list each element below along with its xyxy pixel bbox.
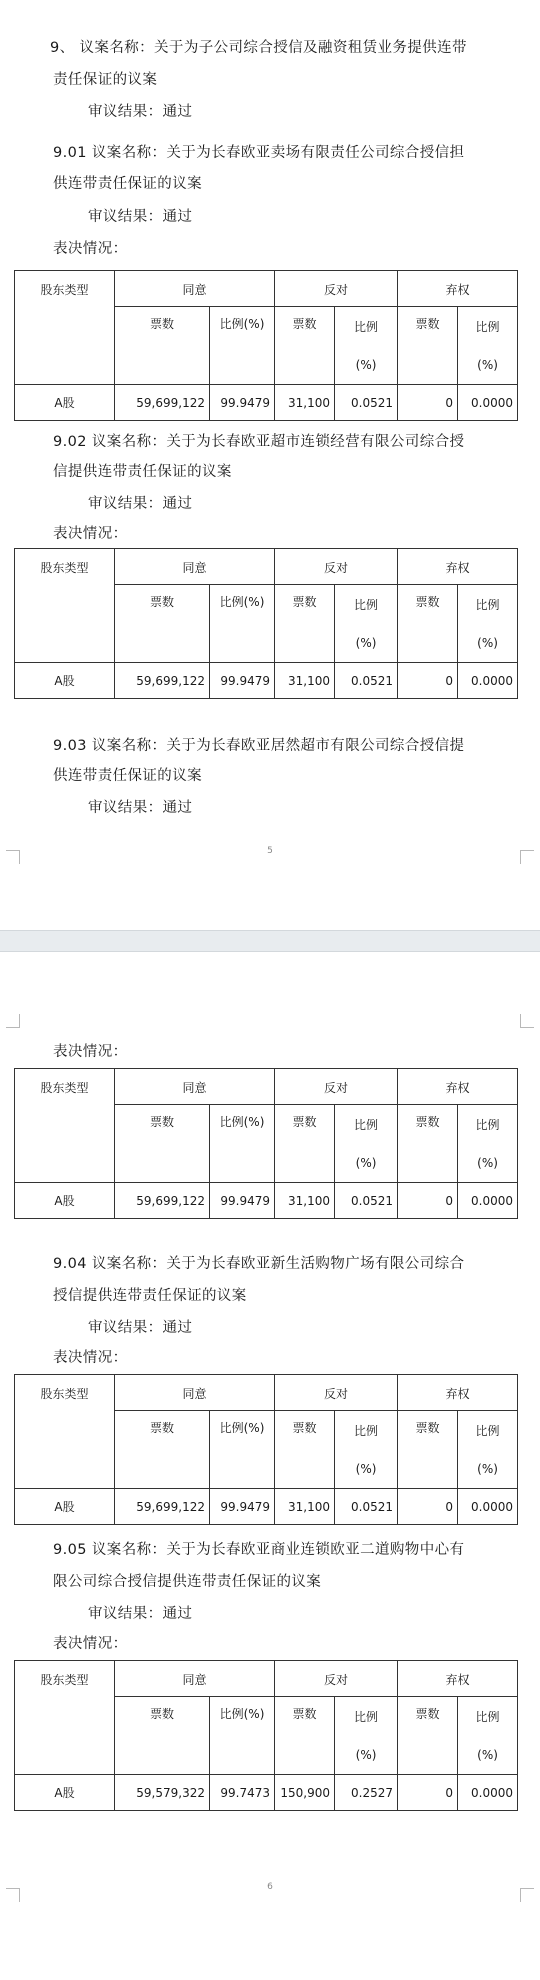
header-abstain-ratio: 比例 (%) bbox=[458, 1411, 518, 1489]
vote-table-903 bbox=[14, 1068, 518, 1219]
cell-agree-votes: 59,699,122 bbox=[115, 1489, 210, 1525]
cell-type: A股 bbox=[15, 1183, 115, 1219]
header-oppose-votes: 票数 bbox=[275, 307, 335, 385]
header-shareholder-type: 股东类型 bbox=[15, 1375, 115, 1489]
cell-abstain-votes: 0 bbox=[398, 1775, 458, 1811]
cell-type: A股 bbox=[15, 1489, 115, 1525]
header-oppose-votes: 票数 bbox=[275, 585, 335, 663]
item-903-title-line1: 9.03 议案名称：关于为长春欧亚居然超市有限公司综合授信提 bbox=[53, 738, 465, 754]
header-abstain: 弃权 bbox=[398, 549, 518, 585]
header-agree-ratio: 比例(%) bbox=[210, 585, 275, 663]
cell-type: A股 bbox=[15, 385, 115, 421]
header-agree-votes: 票数 bbox=[115, 585, 210, 663]
document-page-5 bbox=[0, 0, 540, 930]
cell-abstain-votes: 0 bbox=[398, 663, 458, 699]
header-agree: 同意 bbox=[115, 1661, 275, 1697]
header-abstain: 弃权 bbox=[398, 1375, 518, 1411]
cell-agree-votes: 59,579,322 bbox=[115, 1775, 210, 1811]
header-oppose-ratio: 比例 (%) bbox=[335, 1697, 398, 1775]
cell-oppose-ratio: 0.0521 bbox=[335, 663, 398, 699]
header-oppose: 反对 bbox=[275, 1661, 398, 1697]
header-oppose-ratio: 比例 (%) bbox=[335, 1411, 398, 1489]
cell-agree-votes: 59,699,122 bbox=[115, 385, 210, 421]
table-row bbox=[15, 1489, 518, 1525]
item-903-title-line2: 供连带责任保证的议案 bbox=[53, 768, 202, 784]
vote-table-902 bbox=[14, 548, 518, 699]
header-agree-votes: 票数 bbox=[115, 307, 210, 385]
header-abstain-votes: 票数 bbox=[398, 585, 458, 663]
vote-table-901 bbox=[14, 270, 518, 421]
crop-mark bbox=[6, 1014, 20, 1028]
cell-agree-ratio: 99.9479 bbox=[210, 663, 275, 699]
header-abstain-ratio: 比例 (%) bbox=[458, 307, 518, 385]
header-abstain-votes: 票数 bbox=[398, 1411, 458, 1489]
cell-oppose-ratio: 0.0521 bbox=[335, 1183, 398, 1219]
vote-table-905 bbox=[14, 1660, 518, 1811]
item-905-vote-label: 表决情况： bbox=[53, 1636, 128, 1652]
header-agree: 同意 bbox=[115, 1069, 275, 1105]
header-oppose: 反对 bbox=[275, 271, 398, 307]
header-oppose-votes: 票数 bbox=[275, 1697, 335, 1775]
item-905-title-line2: 限公司综合授信提供连带责任保证的议案 bbox=[53, 1574, 322, 1590]
header-agree-ratio: 比例(%) bbox=[210, 1105, 275, 1183]
header-oppose-ratio: 比例 (%) bbox=[335, 585, 398, 663]
cell-agree-votes: 59,699,122 bbox=[115, 663, 210, 699]
item-901-title-line1: 9.01 议案名称：关于为长春欧亚卖场有限责任公司综合授信担 bbox=[53, 145, 465, 161]
cell-type: A股 bbox=[15, 663, 115, 699]
item-903-result: 审议结果：通过 bbox=[88, 800, 193, 816]
cell-agree-ratio: 99.7473 bbox=[210, 1775, 275, 1811]
header-shareholder-type: 股东类型 bbox=[15, 1661, 115, 1775]
header-abstain: 弃权 bbox=[398, 1661, 518, 1697]
cell-abstain-ratio: 0.0000 bbox=[458, 1183, 518, 1219]
header-shareholder-type: 股东类型 bbox=[15, 549, 115, 663]
header-agree: 同意 bbox=[115, 549, 275, 585]
item-904-vote-label: 表决情况： bbox=[53, 1350, 128, 1366]
item-904-title-line1: 9.04 议案名称：关于为长春欧亚新生活购物广场有限公司综合 bbox=[53, 1256, 465, 1272]
page-number: 6 bbox=[267, 1882, 273, 1892]
item-9-result: 审议结果：通过 bbox=[88, 104, 193, 120]
header-abstain-votes: 票数 bbox=[398, 307, 458, 385]
header-agree: 同意 bbox=[115, 1375, 275, 1411]
header-oppose-votes: 票数 bbox=[275, 1411, 335, 1489]
cell-oppose-votes: 31,100 bbox=[275, 1489, 335, 1525]
header-oppose-ratio: 比例 (%) bbox=[335, 1105, 398, 1183]
table-row bbox=[15, 663, 518, 699]
header-abstain-ratio: 比例 (%) bbox=[458, 585, 518, 663]
cell-agree-ratio: 99.9479 bbox=[210, 1489, 275, 1525]
cell-oppose-ratio: 0.2527 bbox=[335, 1775, 398, 1811]
item-904-title-line2: 授信提供连带责任保证的议案 bbox=[53, 1288, 247, 1304]
item-901-title-line2: 供连带责任保证的议案 bbox=[53, 176, 202, 192]
cell-abstain-ratio: 0.0000 bbox=[458, 1489, 518, 1525]
item-904-result: 审议结果：通过 bbox=[88, 1320, 193, 1336]
item-905-title-line1: 9.05 议案名称：关于为长春欧亚商业连锁欧亚二道购物中心有 bbox=[53, 1542, 465, 1558]
header-agree-votes: 票数 bbox=[115, 1105, 210, 1183]
header-oppose: 反对 bbox=[275, 549, 398, 585]
document-page-6 bbox=[0, 952, 540, 1980]
item-901-vote-label: 表决情况： bbox=[53, 241, 128, 257]
cell-oppose-votes: 31,100 bbox=[275, 385, 335, 421]
item-902-title-line2: 信提供连带责任保证的议案 bbox=[53, 464, 232, 480]
page-number: 5 bbox=[267, 846, 273, 856]
item-902-result: 审议结果：通过 bbox=[88, 496, 193, 512]
header-oppose: 反对 bbox=[275, 1069, 398, 1105]
header-agree-votes: 票数 bbox=[115, 1411, 210, 1489]
header-oppose-ratio: 比例 (%) bbox=[335, 307, 398, 385]
cell-oppose-ratio: 0.0521 bbox=[335, 1489, 398, 1525]
header-agree-ratio: 比例(%) bbox=[210, 1411, 275, 1489]
table-row bbox=[15, 1183, 518, 1219]
header-abstain-ratio: 比例 (%) bbox=[458, 1105, 518, 1183]
item-903-vote-label: 表决情况： bbox=[53, 1044, 128, 1060]
cell-abstain-ratio: 0.0000 bbox=[458, 1775, 518, 1811]
cell-abstain-votes: 0 bbox=[398, 385, 458, 421]
header-shareholder-type: 股东类型 bbox=[15, 271, 115, 385]
header-abstain-votes: 票数 bbox=[398, 1697, 458, 1775]
item-902-vote-label: 表决情况： bbox=[53, 526, 128, 542]
cell-agree-ratio: 99.9479 bbox=[210, 385, 275, 421]
cell-agree-votes: 59,699,122 bbox=[115, 1183, 210, 1219]
cell-agree-ratio: 99.9479 bbox=[210, 1183, 275, 1219]
table-row bbox=[15, 1775, 518, 1811]
item-901-result: 审议结果：通过 bbox=[88, 209, 193, 225]
header-oppose: 反对 bbox=[275, 1375, 398, 1411]
header-oppose-votes: 票数 bbox=[275, 1105, 335, 1183]
cell-oppose-votes: 31,100 bbox=[275, 1183, 335, 1219]
cell-abstain-ratio: 0.0000 bbox=[458, 385, 518, 421]
cell-oppose-votes: 31,100 bbox=[275, 663, 335, 699]
cell-abstain-votes: 0 bbox=[398, 1489, 458, 1525]
header-agree-votes: 票数 bbox=[115, 1697, 210, 1775]
cell-abstain-ratio: 0.0000 bbox=[458, 663, 518, 699]
page-separator bbox=[0, 930, 540, 952]
item-9-title-line2: 责任保证的议案 bbox=[53, 72, 158, 88]
header-agree: 同意 bbox=[115, 271, 275, 307]
table-row bbox=[15, 385, 518, 421]
vote-table-904 bbox=[14, 1374, 518, 1525]
header-abstain-ratio: 比例 (%) bbox=[458, 1697, 518, 1775]
header-shareholder-type: 股东类型 bbox=[15, 1069, 115, 1183]
cell-abstain-votes: 0 bbox=[398, 1183, 458, 1219]
item-905-result: 审议结果：通过 bbox=[88, 1606, 193, 1622]
header-agree-ratio: 比例(%) bbox=[210, 1697, 275, 1775]
crop-mark bbox=[520, 1014, 534, 1028]
cell-type: A股 bbox=[15, 1775, 115, 1811]
header-agree-ratio: 比例(%) bbox=[210, 307, 275, 385]
cell-oppose-ratio: 0.0521 bbox=[335, 385, 398, 421]
header-abstain-votes: 票数 bbox=[398, 1105, 458, 1183]
item-902-title-line1: 9.02 议案名称：关于为长春欧亚超市连锁经营有限公司综合授 bbox=[53, 434, 465, 450]
cell-oppose-votes: 150,900 bbox=[275, 1775, 335, 1811]
header-abstain: 弃权 bbox=[398, 271, 518, 307]
item-9-title-line1: 9、 议案名称：关于为子公司综合授信及融资租赁业务提供连带 bbox=[50, 40, 467, 56]
header-abstain: 弃权 bbox=[398, 1069, 518, 1105]
